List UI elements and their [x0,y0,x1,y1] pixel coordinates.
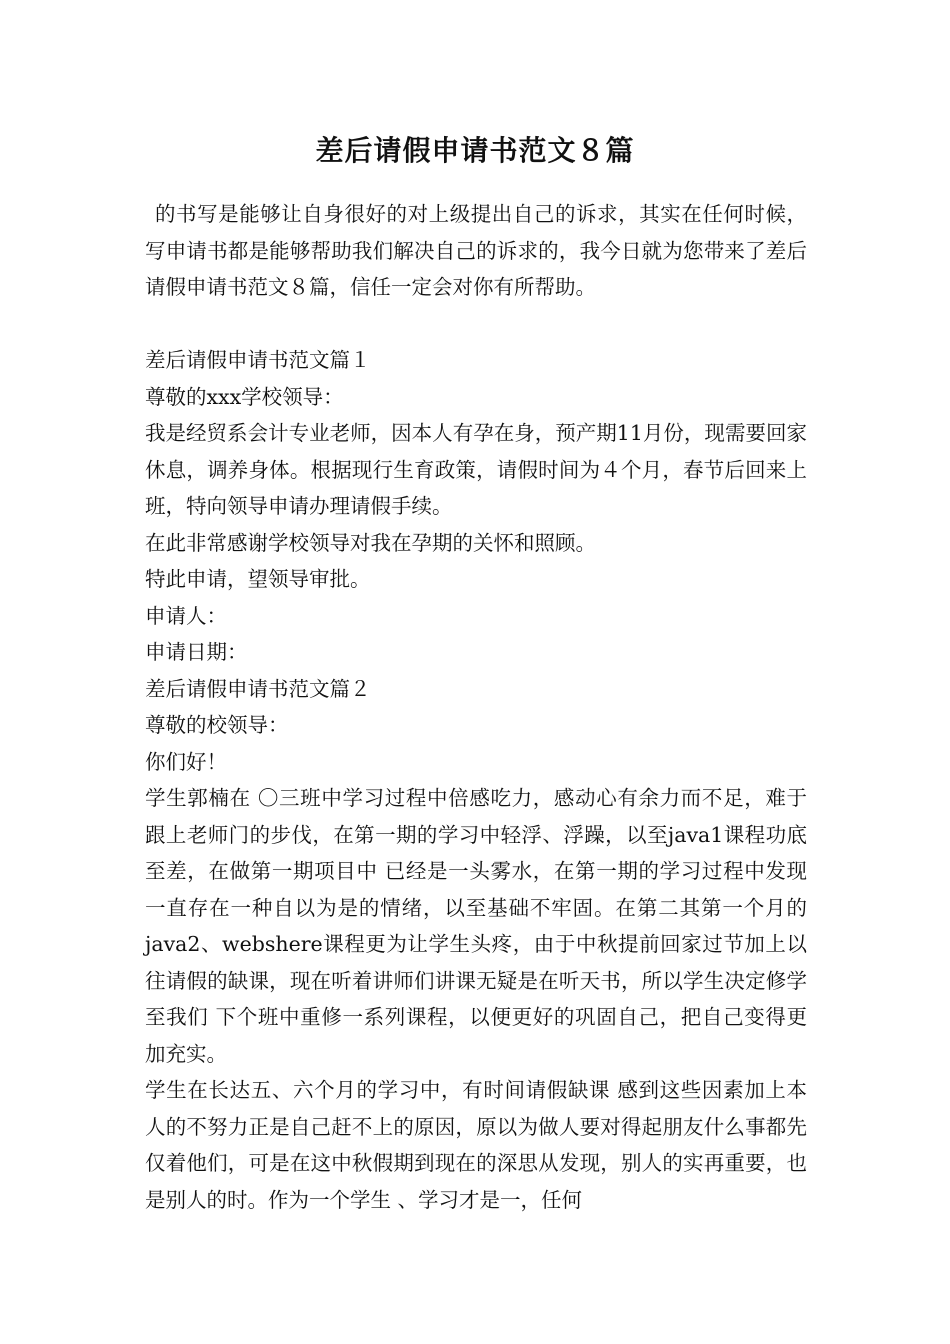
greeting-line: 你们好！ [145,749,227,774]
closing-line: 特此申请，望领导审批。 [145,567,371,591]
section-heading-2: 差后请假申请书范文篇２ [145,676,371,701]
document-body [145,196,807,1218]
body-paragraph: 学生郭楠在 〇三班中学习过程中倍感吃力，感动心有余力而不足，难于跟上老师门的步伐，在第一期的学习中轻浮、浮躁，以至java1课程功底至差，在做第一期项目中 已经是一头雾水，在第一期的学习过程中发现一直存在一种自以为是的情绪，以至基础不牢固。在第二其第一个月的java2、webshere课程更为让学生头疼，由于中秋提前回家过节加上以往请假的缺课，现在听着讲师们讲课无疑是在听天书，所以学生决定修学至我们 下个班中重修一系列课程，以便更好的巩固自己，把自己变得更加充实。 [145,786,807,1066]
applicant-label: 申请人： [145,603,227,628]
document-title: 差后请假申请书范文８篇 [315,134,635,167]
salutation-2: 尊敬的校领导： [145,713,289,737]
body-paragraph: 学生在长达五、六个月的学习中，有时间请假缺课 感到这些因素加上本人的不努力正是自己赶不上的原因，原以为做人要对得起朋友什么事都先仅着他们，可是在这中秋假期到现在的深思从发现，别人的实再重要，也是别人的时。作为一个学生 、学习才是一，任何 [145,1078,807,1212]
body-paragraph: 在此非常感谢学校领导对我在孕期的关怀和照顾。 [145,530,596,555]
date-label: 申请日期： [145,640,248,664]
intro-paragraph: 的书写是能够让自身很好的对上级提出自己的诉求，其实在任何时候，写申请书都是能够帮助我们解决自己的诉求的，我今日就为您带来了差后请假申请书范文８篇，信任一定会对你有所帮助。 [145,202,807,299]
salutation-1: 尊敬的xxx学校领导： [145,384,344,409]
section-heading-1: 差后请假申请书范文篇１ [145,348,371,372]
body-paragraph: 我是经贸系会计专业老师，因本人有孕在身，预产期11月份，现需要回家休息，调养身体。根据现行生育政策，请假时间为４个月，春节后回来上班，特向领导申请办理请假手续。 [145,421,807,518]
